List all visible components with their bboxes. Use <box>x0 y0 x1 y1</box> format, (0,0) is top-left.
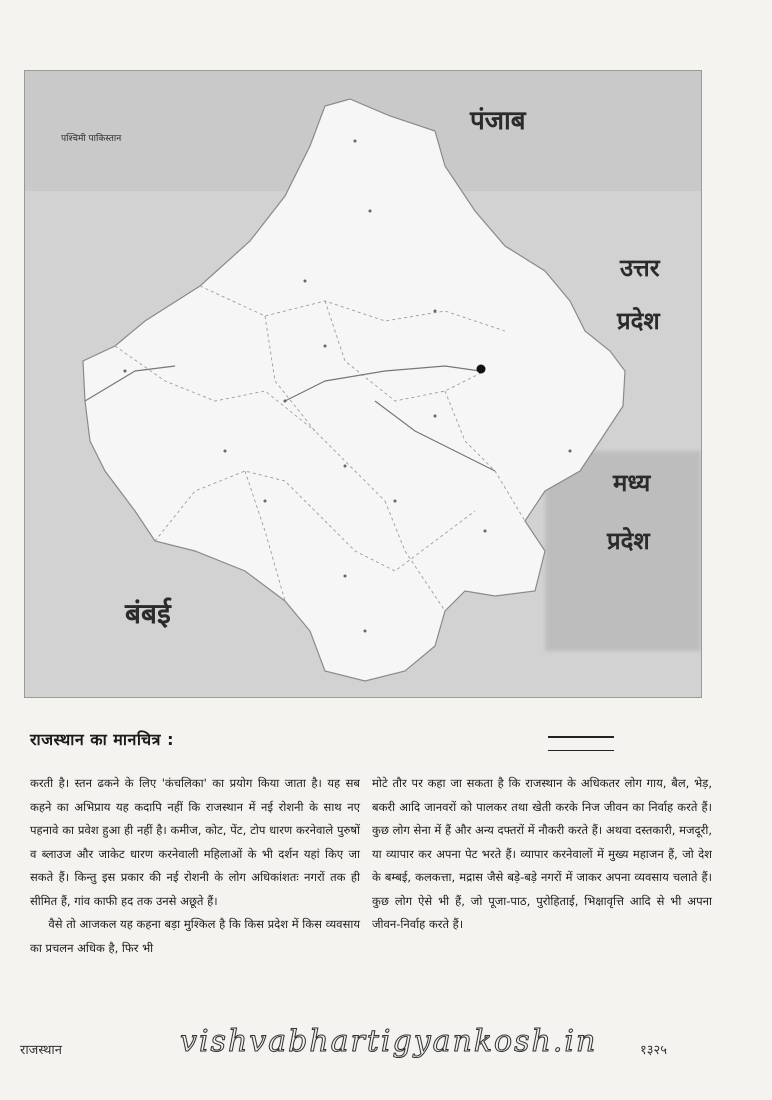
watermark: vishvabhartigyankosh.in <box>180 1024 598 1059</box>
running-footer-title: राजस्थान <box>20 1043 63 1058</box>
label-uttar-pradesh-1: उत्तर <box>620 254 660 282</box>
map-svg <box>25 71 701 697</box>
jaipur-dot <box>477 365 486 374</box>
label-uttar-pradesh-2: प्रदेश <box>617 307 660 335</box>
paragraph: मोटे तौर पर कहा जा सकता है कि राजस्थान के अधिकतर लोग गाय, बैल, भेड़, बकरी आदि जानवरों को पालकर तथा खेती करके निज जीवन का निर्वाह करते हैं। कुछ लोग सेना में हैं और अन्य दफ्तरों में नौकरी करते हैं। अथवा दस्तकारी, मजदूरी, या व्यापार कर अपना पेट भरते हैं। व्यापार करनेवालों में मुख्य महाजन हैं, जो देश के बम्बई, कलकत्ता, मद्रास जैसे बड़े-बड़े नगरों में जाकर अपना व्यवसाय चलाते हैं। कुछ लोग ऐसे भी हैं, जो पूजा-पाठ, पुरोहिताई, भिक्षावृत्ति आदि से भी अपना जीवन-निर्वाह करते हैं। <box>372 776 712 931</box>
label-west-pakistan: पश्चिमी पाकिस्तान <box>61 134 122 144</box>
page-number: १३२५ <box>640 1043 668 1058</box>
paragraph: करती है। स्तन ढकने के लिए 'कंचलिका' का प्रयोग किया जाता है। यह सब कहने का अभिप्राय यह कदापि नहीं कि राजस्थान में नई रोशनी के साथ नए पहनावे का प्रवेश हुआ ही नहीं है। कमीज, कोट, पेंट, टोप धारण करनेवाले पुरुषों व ब्लाउज और जाकेट धारण करनेवाली महिलाओं के भी दर्शन यहां किए जा सकते हैं। किन्तु इस प्रकार की नई रोशनी के लोग अधिकांशतः नगरों तक ही सीमित हैं, गांव काफी हद तक उनसे अछूते हैं। <box>30 776 360 908</box>
label-madhya-pradesh-1: मध्य <box>613 469 651 497</box>
rajasthan-map <box>24 70 702 698</box>
left-text-column <box>30 772 360 960</box>
map-legend <box>548 730 738 760</box>
map-caption: राजस्थान का मानचित्र : <box>30 730 174 749</box>
right-text-column <box>372 772 712 937</box>
label-punjab: पंजाब <box>470 106 526 136</box>
label-madhya-pradesh-2: प्रदेश <box>607 527 650 555</box>
legend-solid-line <box>548 736 614 738</box>
legend-thin-line <box>548 750 614 751</box>
paragraph: वैसे तो आजकल यह कहना बड़ा मुश्किल है कि किस प्रदेश में किस व्यवसाय का प्रचलन अधिक है, फिर भी <box>30 917 360 955</box>
label-bombay: बंबई <box>125 597 171 630</box>
